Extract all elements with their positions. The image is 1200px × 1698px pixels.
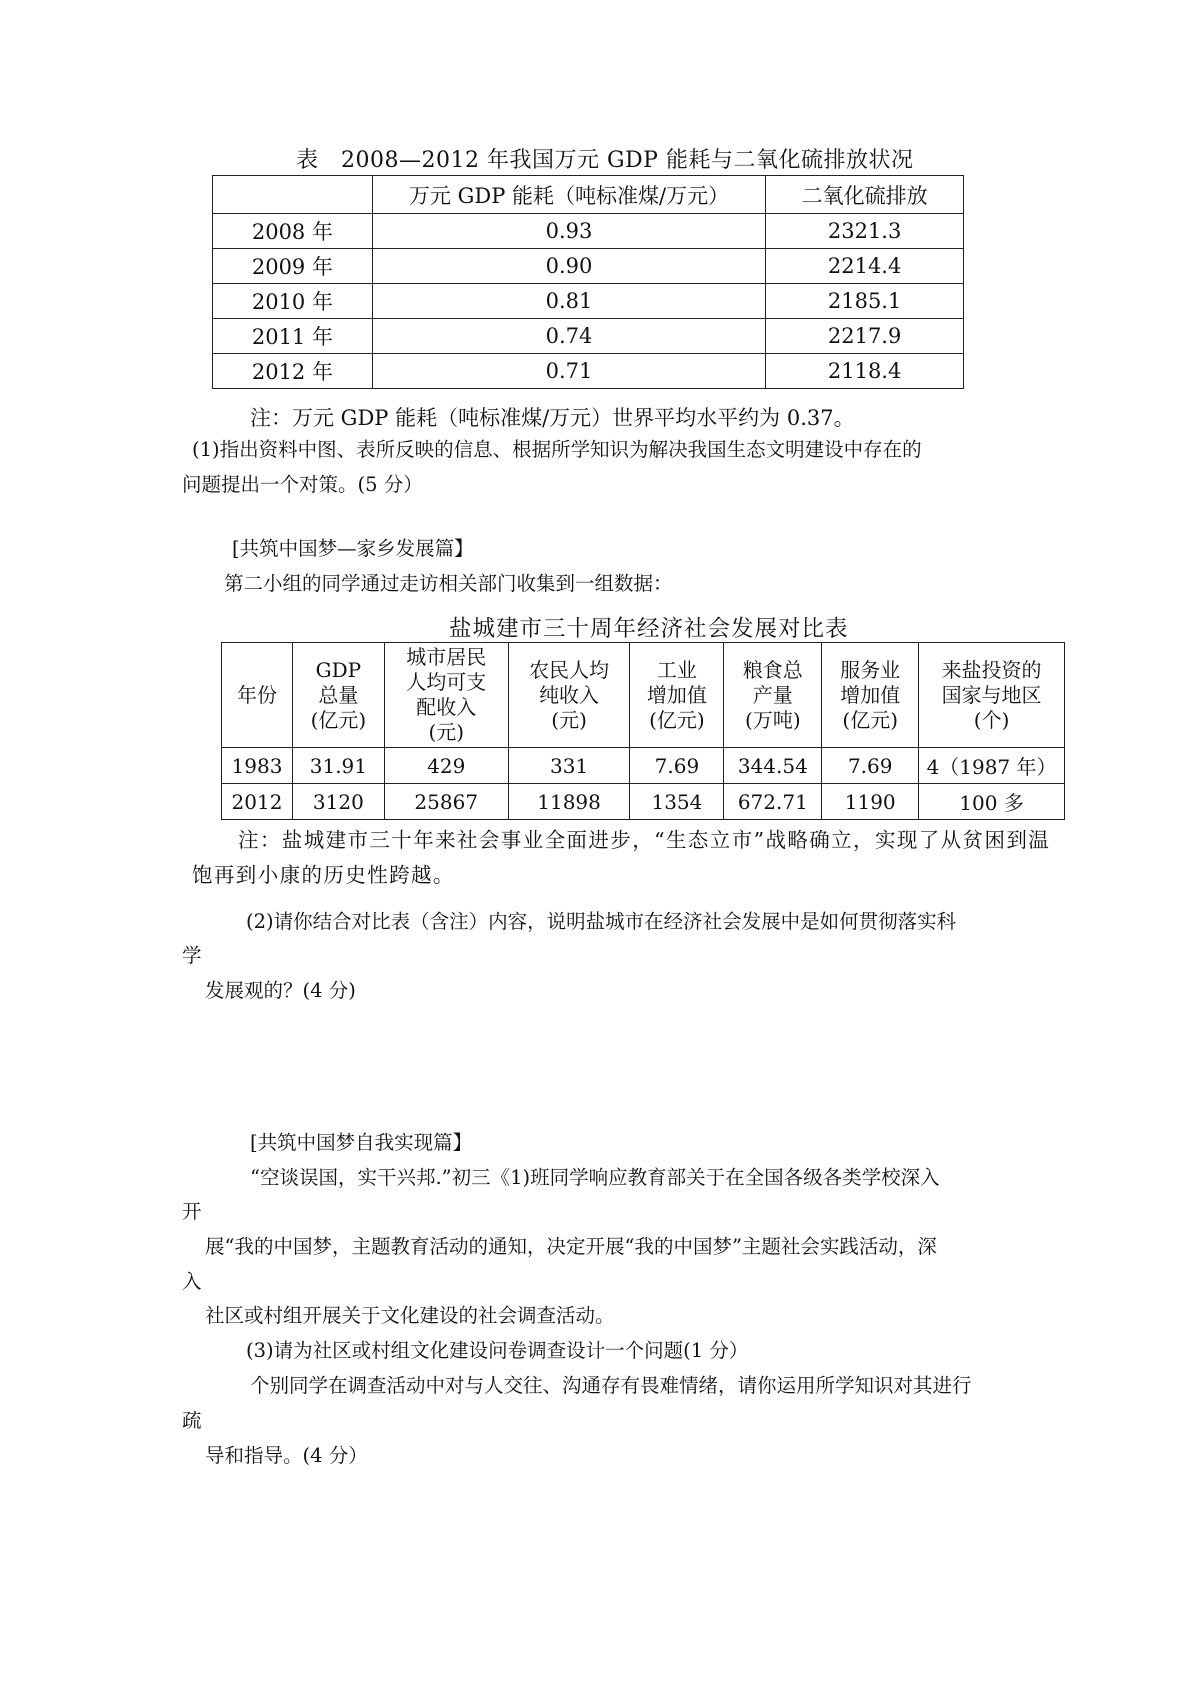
section2-intro: 第二小组的同学通过走访相关部门收集到一组数据： bbox=[224, 572, 673, 595]
table-header-row bbox=[222, 643, 1065, 748]
section3-p2-line1: 个别同学在调查活动中对与人交往、沟通存有畏难情绪，请你运用所学知识对其进行 bbox=[250, 1374, 972, 1397]
table-cell: 100 多 bbox=[919, 784, 1065, 820]
section3-p2-line3: 导和指导。(4 分） bbox=[205, 1444, 368, 1467]
table-cell: 1190 bbox=[822, 784, 919, 820]
table-cell: 2214.4 bbox=[766, 249, 964, 284]
table-cell: 1354 bbox=[630, 784, 724, 820]
table-cell: 0.74 bbox=[372, 319, 765, 354]
table-header-cell: GDP 总量 (亿元) bbox=[292, 643, 384, 748]
table-header-cell: 来盐投资的 国家与地区 (个) bbox=[919, 643, 1065, 748]
table-header-cell: 粮食总 产量 (万吨) bbox=[724, 643, 822, 748]
table-row bbox=[222, 784, 1065, 820]
table-cell: 2012 年 bbox=[213, 354, 373, 389]
table-header-cell: 工业 增加值 (亿元) bbox=[630, 643, 724, 748]
table-cell: 2009 年 bbox=[213, 249, 373, 284]
table-row bbox=[213, 249, 964, 284]
table-cell: 2185.1 bbox=[766, 284, 964, 319]
table-cell: 25867 bbox=[384, 784, 508, 820]
table-row bbox=[213, 214, 964, 249]
table-cell: 2118.4 bbox=[766, 354, 964, 389]
table-header-cell: 农民人均 纯收入 (元) bbox=[508, 643, 630, 748]
table-cell: 2321.3 bbox=[766, 214, 964, 249]
table-header-cell: 年份 bbox=[222, 643, 293, 748]
table-header-cell bbox=[213, 176, 373, 214]
table-header-cell: 城市居民 人均可支 配收入 (元) bbox=[384, 643, 508, 748]
development-table bbox=[221, 642, 1065, 820]
table2-note-line1: 注：盐城建市三十年来社会事业全面进步，“生态立市”战略确立，实现了从贫困到温 bbox=[238, 828, 1051, 852]
table-cell: 1983 bbox=[222, 748, 293, 784]
table-cell: 2011 年 bbox=[213, 319, 373, 354]
table-cell: 3120 bbox=[292, 784, 384, 820]
table-header-cell: 万元 GDP 能耗（吨标准煤/万元） bbox=[372, 176, 765, 214]
table-cell: 429 bbox=[384, 748, 508, 784]
table-row bbox=[213, 354, 964, 389]
section3-heading: [共筑中国梦自我实现篇】 bbox=[250, 1131, 473, 1154]
table-cell: 0.93 bbox=[372, 214, 765, 249]
table-cell: 2217.9 bbox=[766, 319, 964, 354]
table-cell: 0.90 bbox=[372, 249, 765, 284]
table-header-cell: 服务业 增加值 (亿元) bbox=[822, 643, 919, 748]
table2-note-line2: 饱再到小康的历史性跨越。 bbox=[192, 863, 455, 887]
table-cell: 7.69 bbox=[822, 748, 919, 784]
table-row bbox=[222, 748, 1065, 784]
table-cell: 331 bbox=[508, 748, 630, 784]
table-cell: 2008 年 bbox=[213, 214, 373, 249]
section3-p1-line4: 入 bbox=[182, 1270, 202, 1293]
table-row bbox=[213, 284, 964, 319]
section3-p1-line2: 开 bbox=[182, 1200, 202, 1223]
question-3: (3)请为社区或村组文化建设问卷调查设计一个问题(1 分） bbox=[246, 1339, 749, 1362]
table1-note: 注：万元 GDP 能耗（吨标准煤/万元）世界平均水平约为 0.37。 bbox=[250, 406, 855, 430]
question-2-line2: 学 bbox=[182, 944, 202, 967]
table-cell: 31.91 bbox=[292, 748, 384, 784]
section3-p1-line3: 展“我的中国梦，主题教育活动的通知，决定开展“我的中国梦”主题社会实践活动，深 bbox=[205, 1235, 937, 1258]
table-header-cell: 二氧化硫排放 bbox=[766, 176, 964, 214]
table-header-row bbox=[213, 176, 964, 214]
table-cell: 2012 bbox=[222, 784, 293, 820]
table-cell: 7.69 bbox=[630, 748, 724, 784]
table-cell: 0.71 bbox=[372, 354, 765, 389]
question-1-line1: (1)指出资料中图、表所反映的信息、根据所学知识为解决我国生态文明建设中存在的 bbox=[192, 438, 922, 461]
energy-table bbox=[212, 175, 964, 389]
table-cell: 344.54 bbox=[724, 748, 822, 784]
table2-title: 盐城建市三十周年经济社会发展对比表 bbox=[449, 616, 849, 642]
table-cell: 672.71 bbox=[724, 784, 822, 820]
table-cell: 11898 bbox=[508, 784, 630, 820]
question-2-line1: (2)请你结合对比表（含注）内容，说明盐城市在经济社会发展中是如何贯彻落实科 bbox=[246, 910, 957, 933]
table-row bbox=[213, 319, 964, 354]
table-cell: 2010 年 bbox=[213, 284, 373, 319]
table-cell: 0.81 bbox=[372, 284, 765, 319]
section3-p1-line1: “空谈误国，实干兴邦.”初三《1)班同学响应教育部关于在全国各级各类学校深入 bbox=[250, 1166, 940, 1189]
question-1-line2: 问题提出一个对策。(5 分） bbox=[182, 473, 423, 496]
section3-p1-line5: 社区或村组开展关于文化建设的社会调查活动。 bbox=[205, 1304, 615, 1327]
table-cell: 4（1987 年） bbox=[919, 748, 1065, 784]
question-2-line3: 发展观的？(4 分) bbox=[205, 979, 356, 1002]
section3-p2-line2: 疏 bbox=[182, 1409, 202, 1432]
section2-heading: [共筑中国梦—家乡发展篇】 bbox=[232, 537, 474, 560]
table1-title: 表 2008—2012 年我国万元 GDP 能耗与二氧化硫排放状况 bbox=[296, 148, 914, 173]
